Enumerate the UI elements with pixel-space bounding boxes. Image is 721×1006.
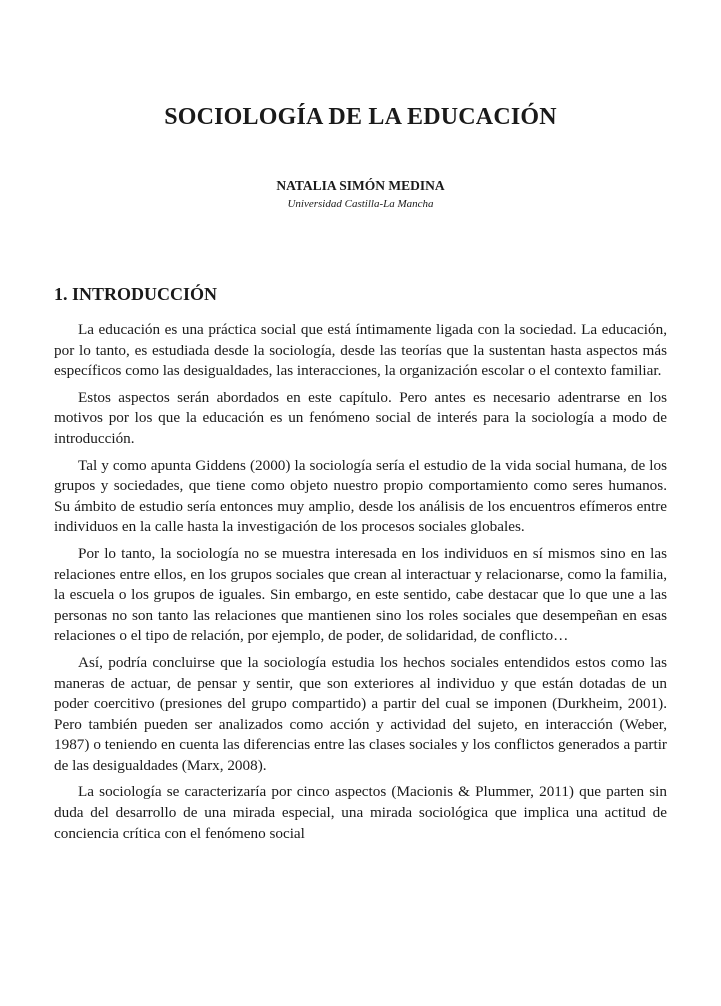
author-affiliation: Universidad Castilla-La Mancha (287, 198, 434, 210)
document-page (54, 0, 667, 1006)
paragraph-3: Tal y como apunta Giddens (2000) la sociología sería el estudio de la vida social humana, de los grupos y sociedades, que tiene como objeto nuestro propio comportamiento como seres humanos. Su ámbito de estudio sería entonces muy amplio, desde los análisis de los encuentros efímeros entre individuos en la calle hasta la investigación de los procesos sociales globales. (54, 456, 667, 536)
document-title: SOCIOLOGÍA DE LA EDUCACIÓN (164, 104, 557, 130)
paragraph-6: La sociología se caracterizaría por cinco aspectos (Macionis & Plummer, 2011) que parten sin duda del desarrollo de una mirada especial, una mirada sociológica que implica una actitud de conciencia crítica con el fenómeno social (54, 783, 667, 842)
paragraph-4: Por lo tanto, la sociología no se muestra interesada en los individuos en sí mismos sino en las relaciones entre ellos, en los grupos sociales que crean al interactuar y relacionarse, como la familia, la escuela o los grupos de iguales. Sin embargo, en este sentido, cabe destacar que lo que une a las personas no son tanto las relaciones que mantienen sino los roles sociales que desempeñan en esas relaciones o el tipo de relación, por ejemplo, de poder, de solidaridad, de conflicto… (54, 544, 667, 645)
paragraph-2: Estos aspectos serán abordados en este capítulo. Pero antes es necesario adentrarse en los motivos por los que la educación es un fenómeno social de interés para la sociología a modo de introducción. (54, 388, 667, 447)
paragraph-1: La educación es una práctica social que está íntimamente ligada con la sociedad. La educación, por lo tanto, es estudiada desde la sociología, desde las teorías que la sustentan hasta aspectos más específicos como las desigualdades, las interacciones, la organización escolar o el contexto familiar. (54, 321, 667, 380)
paragraph-5: Así, podría concluirse que la sociología estudia los hechos sociales entendidos estos como las maneras de actuar, de pensar y sentir, que son exteriores al individuo y que están dotadas de un poder coercitivo (presiones del grupo compartido) a partir del cual se imponen (Durkheim, 2001). Pero también pueden ser analizados como acción y actividad del sujeto, en interacción (Weber, 1987) o teniendo en cuenta las diferencias entre las clases sociales y los conflictos generados a partir de las desigualdades (Marx, 2008). (54, 653, 667, 774)
section-body (54, 320, 667, 850)
section-heading: 1. INTRODUCCIÓN (54, 284, 218, 304)
author-name: NATALIA SIMÓN MEDINA (276, 178, 445, 193)
